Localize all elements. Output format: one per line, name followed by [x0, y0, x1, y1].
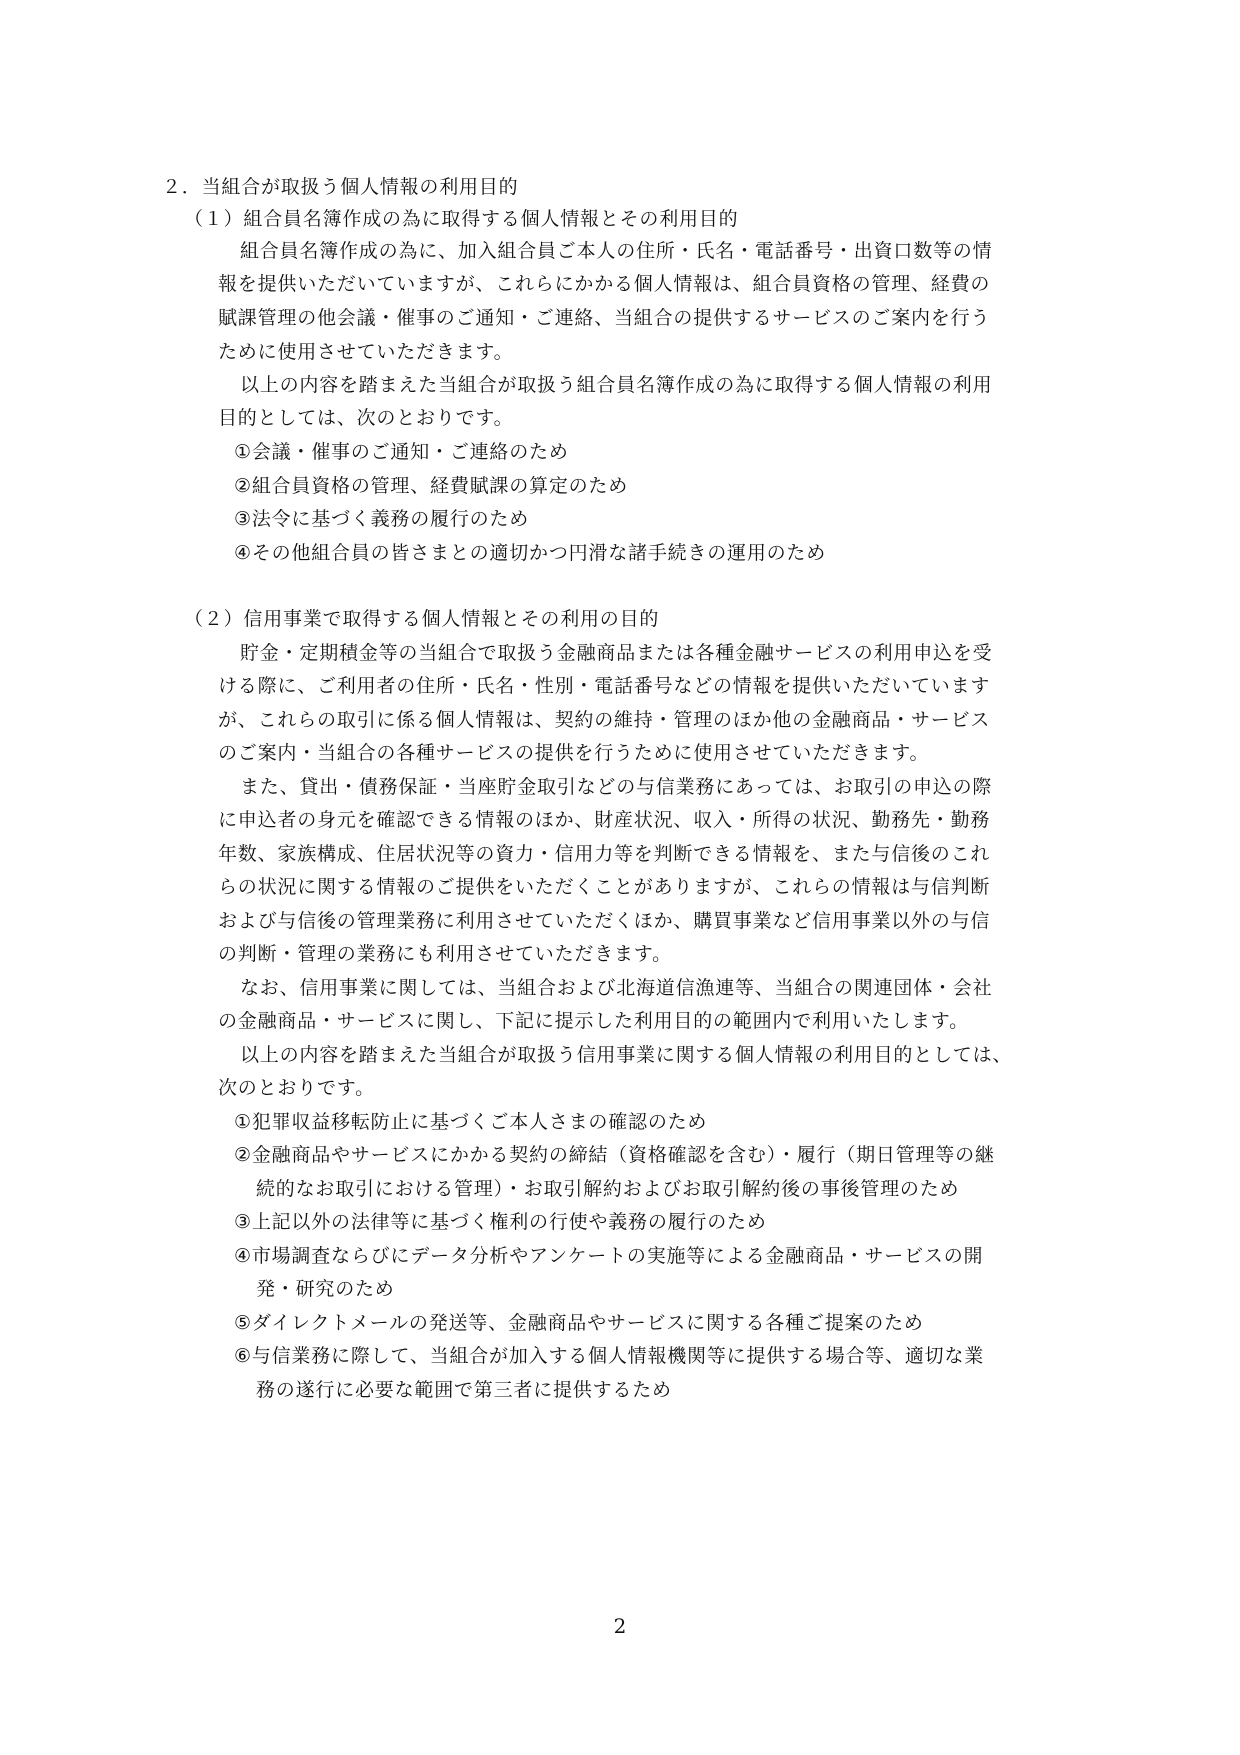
- sub2-list-item: ⑥与信業務に際して、当組合が加入する個人情報機関等に提供する場合等、適切な業: [234, 1345, 985, 1367]
- sub2-list-item-continuation: 発・研究のため: [256, 1278, 395, 1300]
- sub2-para2-line: および与信後の管理業務に利用させていただくほか、購買事業など信用事業以外の与信: [218, 910, 991, 932]
- subsection-1-heading: （１）組合員名簿作成の為に取得する個人情報とその利用目的: [184, 208, 739, 230]
- sub2-list-item: ③上記以外の法律等に基づく権利の行使や義務の履行のため: [234, 1211, 767, 1233]
- sub2-para3-line: なお、信用事業に関しては、当組合および北海道信漁連等、当組合の関連団体・会社: [240, 977, 993, 999]
- sub2-para2-line: 年数、家族構成、住居状況等の資力・信用力等を判断できる情報を、また与信後のこれ: [218, 843, 991, 865]
- sub1-para1-line: 組合員名簿作成の為に、加入組合員ご本人の住所・氏名・電話番号・出資口数等の情: [240, 240, 993, 262]
- sub2-list-item: ⑤ダイレクトメールの発送等、金融商品やサービスに関する各種ご提案のため: [234, 1312, 924, 1334]
- sub2-para2-line: の判断・管理の業務にも利用させていただきます。: [218, 943, 672, 965]
- sub2-list-item: ①犯罪収益移転防止に基づくご本人さまの確認のため: [234, 1111, 708, 1133]
- sub2-para2-line: また、貸出・債務保証・当座貯金取引などの与信業務にあっては、お取引の申込の際: [240, 776, 993, 798]
- sub1-list-item: ④その他組合員の皆さまとの適切かつ円滑な諸手続きの運用のため: [234, 542, 827, 564]
- sub2-list-item: ④市場調査ならびにデータ分析やアンケートの実施等による金融商品・サービスの開: [234, 1245, 984, 1267]
- sub1-para1-line: ために使用させていただきます。: [218, 341, 514, 363]
- sub2-para4-line: 以上の内容を踏まえた当組合が取扱う信用事業に関する個人情報の利用目的としては、: [240, 1044, 1013, 1066]
- sub2-para1-line: 貯金・定期積金等の当組合で取扱う金融商品または各種金融サービスの利用申込を受: [240, 642, 993, 664]
- sub1-para2-line: 以上の内容を踏まえた当組合が取扱う組合員名簿作成の為に取得する個人情報の利用: [240, 374, 993, 396]
- sub1-list-item: ③法令に基づく義務の履行のため: [234, 508, 530, 530]
- sub2-list-item-continuation: 続的なお取引における管理）・お取引解約およびお取引解約後の事後管理のため: [256, 1178, 960, 1200]
- sub2-para3-line: の金融商品・サービスに関し、下記に提示した利用目的の範囲内で利用いたします。: [218, 1010, 969, 1032]
- sub2-para2-line: らの状況に関する情報のご提供をいただくことがありますが、これらの情報は与信判断: [218, 876, 991, 898]
- sub1-list-item: ②組合員資格の管理、経費賦課の算定のため: [234, 475, 629, 497]
- page-number: 2: [613, 1614, 627, 1638]
- sub2-list-item-continuation: 務の遂行に必要な範囲で第三者に提供するため: [256, 1379, 672, 1401]
- subsection-2-heading: （２）信用事業で取得する個人情報とその利用の目的: [184, 608, 660, 630]
- section-heading: ２．当組合が取扱う個人情報の利用目的: [162, 176, 519, 198]
- sub2-para4-line: 次のとおりです。: [218, 1077, 375, 1099]
- sub1-list-item: ①会議・催事のご通知・ご連絡のため: [234, 441, 569, 463]
- sub1-para2-line: 目的としては、次のとおりです。: [218, 407, 514, 429]
- sub2-para1-line: のご案内・当組合の各種サービスの提供を行うために使用させていただきます。: [218, 742, 930, 764]
- sub1-para1-line: 賦課管理の他会議・催事のご通知・ご連絡、当組合の提供するサービスのご案内を行う: [218, 307, 991, 329]
- sub1-para1-line: 報を提供いただいていますが、これらにかかる個人情報は、組合員資格の管理、経費の: [218, 273, 991, 295]
- sub2-para1-line: ける際に、ご利用者の住所・氏名・性別・電話番号などの情報を提供いただいています: [218, 675, 991, 697]
- sub2-list-item: ②金融商品やサービスにかかる契約の締結（資格確認を含む）・履行（期日管理等の継: [234, 1144, 995, 1166]
- sub2-para2-line: に申込者の身元を確認できる情報のほか、財産状況、収入・所得の状況、勤務先・勤務: [218, 809, 991, 831]
- sub2-para1-line: が、これらの取引に係る個人情報は、契約の維持・管理のほか他の金融商品・サービス: [218, 709, 991, 731]
